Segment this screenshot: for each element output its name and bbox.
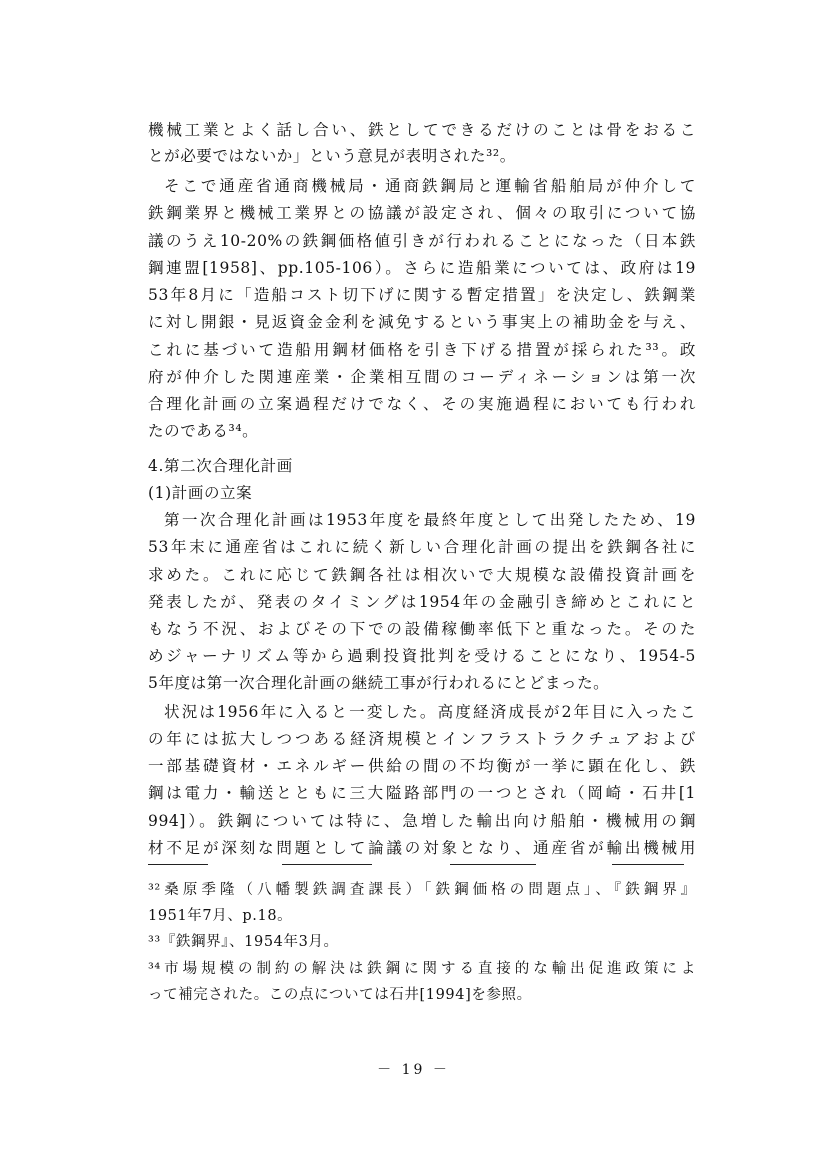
text-line: の年には拡大しつつある経済規模とインフラストラクチュアおよび <box>148 730 696 748</box>
text-line: 53年末に通産省はこれに続く新しい合理化計画の提出を鉄鋼各社に <box>148 538 696 556</box>
text-line: とが必要ではないか」という意見が表明された³²。 <box>148 147 516 165</box>
text-line: 機械工業とよく話し合い、鉄としてできるだけのことは骨をおるこ <box>148 121 696 139</box>
text-line: 議のうえ10-20%の鉄鋼価格値引きが行われることになった（日本鉄 <box>148 232 696 250</box>
text-line: たのである³⁴。 <box>148 422 259 440</box>
footnote-34-cont: って補完された。この点については石井[1994]を参照。 <box>148 987 532 1003</box>
footnote-rule <box>450 864 536 865</box>
text-line: 合理化計画の立案過程だけでなく、その実施過程においても行われ <box>148 395 696 413</box>
subsection-heading: (1)計画の立案 <box>148 484 253 502</box>
text-line: 第一次合理化計画は1953年度を最終年度として出発したため、19 <box>164 511 696 529</box>
footnote-rule <box>282 864 372 865</box>
footnote-rule <box>612 864 684 865</box>
text-line: 発表したが、発表のタイミングは1954年の金融引き締めとこれにと <box>148 593 696 611</box>
text-line: 府が仲介した関連産業・企業相互間のコーディネーションは第一次 <box>148 368 696 386</box>
text-line: 鉄鋼業界と機械工業界との協議が設定され、個々の取引について協 <box>148 204 696 222</box>
text-line: そこで通産省通商機械局・通商鉄鋼局と運輸省船舶局が仲介して <box>164 177 696 195</box>
footnote-33: ³³『鉄鋼界』、1954年3月。 <box>148 934 339 950</box>
text-line: もなう不況、およびその下での設備稼働率低下と重なった。そのた <box>148 620 696 638</box>
text-line: 鋼は電力・輸送とともに三大隘路部門の一つとされ（岡崎・石井[1 <box>148 784 696 802</box>
page-number: － 19 － <box>377 1062 450 1078</box>
text-line: 一部基礎資材・エネルギー供給の間の不均衡が一挙に顕在化し、鉄 <box>148 757 696 775</box>
footnote-34: ³⁴市場規模の制約の解決は鉄鋼に関する直接的な輸出促進政策によ <box>148 961 696 977</box>
section-heading: 4.第二次合理化計画 <box>148 457 293 475</box>
footnote-32-cont: 1951年7月、p.18。 <box>148 908 293 924</box>
text-line: 鋼連盟[1958]、pp.105-106）。さらに造船業については、政府は19 <box>148 259 696 277</box>
text-line: 994]）。鉄鋼については特に、急増した輸出向け船舶・機械用の鋼 <box>148 812 696 830</box>
text-line: 材不足が深刻な問題として論議の対象となり、通産省が輸出機械用 <box>148 839 696 857</box>
text-line: 5年度は第一次合理化計画の継続工事が行われるにとどまった。 <box>148 674 610 692</box>
footnote-rule <box>148 864 208 865</box>
text-line: 53年8月に「造船コスト切下げに関する暫定措置」を決定し、鉄鋼業 <box>148 286 696 304</box>
text-line: に対し開銀・見返資金金利を減免するという事実上の補助金を与え、 <box>148 313 696 331</box>
footnote-32: ³²桑原季隆（八幡製鉄調査課長）「鉄鋼価格の問題点」、『鉄鋼界』 <box>148 882 696 898</box>
text-line: めジャーナリズム等から過剰投資批判を受けることになり、1954-5 <box>148 647 696 665</box>
text-line: 求めた。これに応じて鉄鋼各社は相次いで大規模な設備投資計画を <box>148 566 696 584</box>
text-line: 状況は1956年に入ると一変した。高度経済成長が2年目に入ったこ <box>164 703 696 721</box>
text-line: これに基づいて造船用鋼材価格を引き下げる措置が採られた³³。政 <box>148 341 696 359</box>
